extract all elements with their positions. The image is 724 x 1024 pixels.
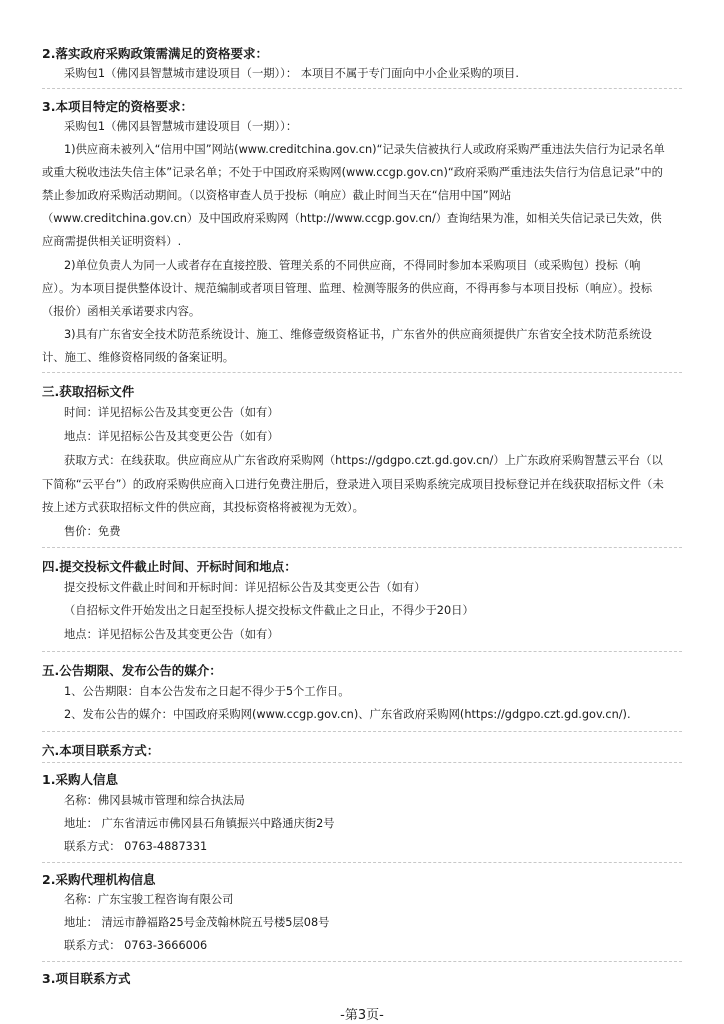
buyer-name: 名称：佛冈县城市管理和综合执法局 bbox=[64, 794, 245, 807]
specific-line: （www.creditchina.gov.cn）及中国政府采购网（http://www.ccgp.gov.cn/）查询结果为准，如相关失信记录已失效，供 bbox=[42, 212, 662, 225]
buyer-address: 地址： 广东省清远市佛冈县石角镇振兴中路通庆街2号 bbox=[64, 817, 335, 830]
section-heading-contacts: 六.本项目联系方式： bbox=[42, 743, 160, 758]
divider bbox=[42, 651, 682, 652]
specific-line: 应商需提供相关证明资料）. bbox=[42, 235, 182, 248]
divider bbox=[42, 961, 682, 962]
specific-line: 禁止参加政府采购活动期间。（以资格审查人员于投标（响应）截止时间当天在“信用中国”网站 bbox=[42, 189, 512, 202]
divider bbox=[42, 88, 682, 89]
section-heading-deadline: 四.提交投标文件截止时间、开标时间和地点： bbox=[42, 559, 297, 574]
specific-line: 采购包1（佛冈县智慧城市建设项目（一期））： bbox=[64, 120, 298, 133]
announcement-media: 2、发布公告的媒介：中国政府采购网(www.ccgp.gov.cn)、广东省政府采购网(https://gdgpo.czt.gd.gov.cn/). bbox=[64, 708, 631, 721]
obtain-method: 下简称“云平台”）的政府采购供应商入口进行免费注册后，登录进入项目采购系统完成项目投标登记并在线获取招标文件（未 bbox=[42, 478, 664, 491]
obtain-place: 地点：详见招标公告及其变更公告（如有） bbox=[64, 430, 279, 443]
project-contact-heading: 3.项目联系方式 bbox=[42, 971, 131, 986]
section-heading-specific: 3.本项目特定的资格要求： bbox=[42, 99, 193, 114]
agency-heading: 2.采购代理机构信息 bbox=[42, 872, 156, 887]
announcement-period: 1、公告期限：自本公告发布之日起不得少于5个工作日。 bbox=[64, 685, 350, 698]
buyer-contact: 联系方式： 0763-4887331 bbox=[64, 840, 208, 853]
obtain-price: 售价：免费 bbox=[64, 525, 121, 538]
specific-line: （报价）函相关承诺要求内容。 bbox=[42, 305, 201, 318]
section-heading-announcement: 五.公告期限、发布公告的媒介： bbox=[42, 663, 222, 678]
specific-line: 2)单位负责人为同一人或者存在直接控股、管理关系的不同供应商，不得同时参加本采购项目（或采购包）投标（响 bbox=[64, 259, 641, 272]
agency-contact: 联系方式： 0763-3666006 bbox=[64, 939, 208, 952]
agency-address: 地址： 清远市静福路25号金茂翰林院五号楼5层08号 bbox=[64, 916, 330, 929]
obtain-method: 按上述方式获取招标文件的供应商，其投标资格将被视为无效）。 bbox=[42, 501, 364, 514]
specific-line: 1)供应商未被列入“信用中国”网站(www.creditchina.gov.cn)“记录失信被执行人或政府采购严重违法失信行为记录名单 bbox=[64, 143, 665, 156]
divider bbox=[42, 862, 682, 863]
policy-line: 采购包1（佛冈县智慧城市建设项目（一期））： 本项目不属于专门面向中小企业采购的项目. bbox=[64, 67, 519, 80]
page-number: -第3页- bbox=[340, 1008, 384, 1023]
deadline-line: 提交投标文件截止时间和开标时间：详见招标公告及其变更公告（如有） bbox=[64, 581, 426, 594]
specific-line: 计、施工、维修资格同级的备案证明。 bbox=[42, 351, 235, 364]
agency-name: 名称：广东宝骏工程咨询有限公司 bbox=[64, 893, 234, 906]
divider bbox=[42, 762, 682, 763]
obtain-method: 获取方式：在线获取。供应商应从广东省政府采购网（https://gdgpo.czt.gd.gov.cn/）上广东政府采购智慧云平台（以 bbox=[64, 454, 663, 467]
deadline-place: 地点：详见招标公告及其变更公告（如有） bbox=[64, 628, 279, 641]
divider bbox=[42, 547, 682, 548]
specific-line: 应）。为本项目提供整体设计、规范编制或者项目管理、监理、检测等服务的供应商，不得再参与本项目投标（响应）。投标 bbox=[42, 282, 653, 295]
divider bbox=[42, 731, 682, 732]
obtain-time: 时间：详见招标公告及其变更公告（如有） bbox=[64, 406, 279, 419]
section-heading-obtain: 三.获取招标文件 bbox=[42, 384, 135, 399]
specific-line: 或重大税收违法失信主体”记录名单；不处于中国政府采购网(www.ccgp.gov.cn)“政府采购严重违法失信行为信息记录”中的 bbox=[42, 166, 663, 179]
buyer-heading: 1.采购人信息 bbox=[42, 772, 118, 787]
divider bbox=[42, 372, 682, 373]
deadline-line: （自招标文件开始发出之日起至投标人提交投标文件截止之日止，不得少于20日） bbox=[64, 604, 474, 617]
section-heading-policy: 2.落实政府采购政策需满足的资格要求： bbox=[42, 46, 268, 61]
specific-line: 3)具有广东省安全技术防范系统设计、施工、维修壹级资格证书，广东省外的供应商须提供广东省安全技术防范系统设 bbox=[64, 328, 652, 341]
